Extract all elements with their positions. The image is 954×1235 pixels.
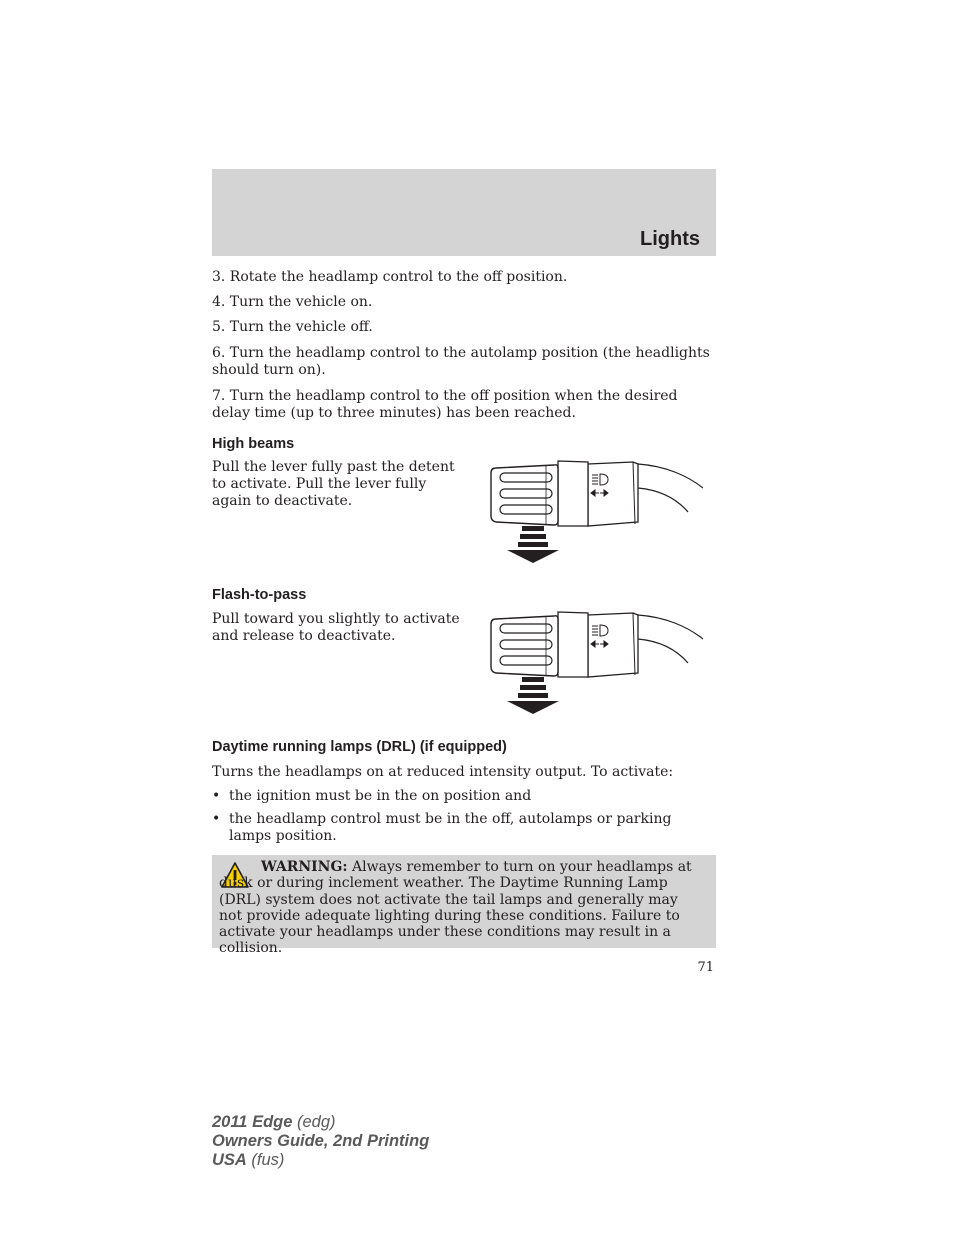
step-7: 7. Turn the headlamp control to the off position when the desired delay time (up to three minutes) has been reached.	[212, 388, 678, 421]
high-beams-figure	[488, 458, 703, 570]
warning-label: WARNING:	[261, 859, 348, 875]
bullet-marker: •	[212, 788, 221, 804]
step-5: 5. Turn the vehicle off.	[212, 319, 373, 335]
bullet-text: the ignition must be in the on position and	[229, 788, 532, 804]
drl-intro: Turns the headlamps on at reduced intensity output. To activate:	[212, 764, 674, 780]
drl-heading: Daytime running lamps (DRL) (if equipped)	[212, 739, 507, 755]
page-number: 71	[697, 960, 714, 975]
warning-text	[219, 859, 705, 957]
flash-to-pass-figure	[488, 609, 703, 721]
footer	[212, 1113, 429, 1170]
footer-region-code: (fus)	[246, 1151, 285, 1169]
footer-model-line	[212, 1113, 429, 1132]
flash-to-pass-text: Pull toward you slightly to activate and release to deactivate.	[212, 611, 460, 644]
step-6: 6. Turn the headlamp control to the autolamp position (the headlights should turn on).	[212, 345, 710, 378]
pull-arrow-icon	[503, 522, 563, 567]
warning-body: Always remember to turn on your headlamps at dusk or during inclement weather. The Daytime Running Lamp (DRL) system does not activate the tail lamps and generally may not provide adequate lighting during these conditions. Failure to activate your headlamps under these conditions may result in a collision.	[219, 859, 692, 957]
footer-model: 2011 Edge	[212, 1113, 293, 1131]
footer-region-line	[212, 1151, 429, 1170]
step-3: 3. Rotate the headlamp control to the off position.	[212, 269, 568, 285]
warning-box	[212, 855, 716, 957]
high-beams-text: Pull the lever fully past the detent to activate. Pull the lever fully again to deactivate.	[212, 459, 455, 509]
footer-model-code: (edg)	[292, 1113, 336, 1131]
footer-region: USA	[212, 1151, 247, 1169]
step-4: 4. Turn the vehicle on.	[212, 294, 373, 310]
bullet-marker: •	[212, 811, 221, 827]
high-beams-heading: High beams	[212, 436, 295, 452]
bullet-text: the headlamp control must be in the off, autolamps or parking lamps position.	[229, 811, 672, 844]
footer-guide-line	[212, 1132, 429, 1151]
section-title: Lights	[640, 228, 700, 250]
pull-arrow-icon	[503, 673, 563, 718]
flash-to-pass-heading: Flash-to-pass	[212, 587, 307, 603]
section-header	[212, 169, 716, 256]
footer-guide: Owners Guide, 2nd Printing	[212, 1132, 430, 1150]
